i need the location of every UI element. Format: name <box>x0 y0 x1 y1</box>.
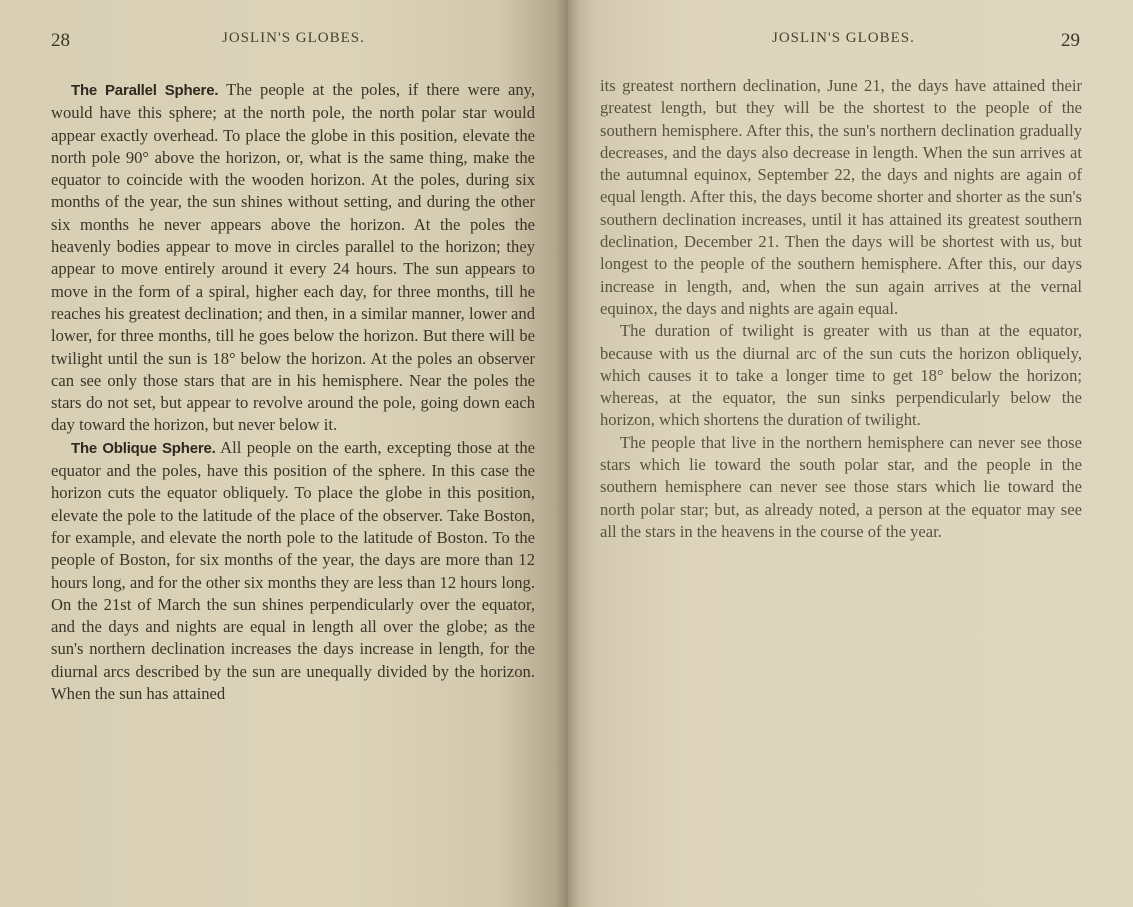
running-head-right: JOSLIN'S GLOBES. <box>772 30 915 46</box>
left-text-block <box>51 79 535 705</box>
page-number-left: 28 <box>51 30 70 51</box>
paragraph-parallel-sphere <box>51 79 535 437</box>
running-head-left: JOSLIN'S GLOBES. <box>222 30 365 46</box>
paragraph-stars: The people that live in the northern hemisphere can never see those stars which lie toward the south polar star, and the people in the southern hemisphere can never see those stars which lie toward the north polar star; but, as already noted, a person at the equator may see all the stars in the heavens in the course of the year. <box>600 432 1082 541</box>
right-page <box>568 0 1133 907</box>
paragraph-twilight: The duration of twilight is greater with us than at the equator, because with us the diurnal arc of the sun cuts the horizon obliquely, which causes it to take a longer time to get 18° below the horizon; whereas, at the equator, the sun sinks perpendicularly below the horizon, which shortens the duration of twilight. <box>600 321 1082 430</box>
right-text-block <box>600 75 1082 543</box>
section-heading-oblique-sphere: The Oblique Sphere. <box>71 439 216 457</box>
paragraph-continuation: its greatest northern declination, June 21, the days have attained their greatest length, but they will be the shortest to the people of the southern hemisphere. After this, the sun's northern declination gradually decreases, and the days also decrease in length. When the sun arrives at the autumnal equinox, September 22, the days and nights are again of equal length. After this, the days become shorter and shorter as the sun's southern declination increases, until it has attained its greatest southern declination, December 21. Then the days will be shortest with us, but longest to the people of the southern hemisphere. After this, our days increase in length, and, when the sun again arrives at the vernal equinox, the days and nights are again equal. <box>600 76 1082 318</box>
paragraph-body: The people at the poles, if there were any, would have this sphere; at the north pole, the north polar star would appear exactly overhead. To place the globe in this position, elevate the north pole 90° above the horizon, or, what is the same thing, make the equator to coincide with the wooden horizon. At the poles, during six months of the year, the sun shines without setting, and during the other six months he never appears above the horizon. At the poles the heavenly bodies appear to move in circles parallel to the horizon; they appear to move entirely around it every 24 hours. The sun appears to move in the form of a spiral, higher each day, for three months, till he reaches his greatest declination; and then, in a similar manner, lower and lower, for three months, till he goes below the horizon. But there will be twilight until the sun is 18° below the horizon. At the poles an observer can see only those stars that are in his hemisphere. Near the poles the stars do not set, but appear to revolve around the pole, going down each day toward the horizon, but never below it. <box>51 80 535 435</box>
page-number-right: 29 <box>1061 30 1080 51</box>
section-heading-parallel-sphere: The Parallel Sphere. <box>71 82 219 99</box>
paragraph-body: All people on the earth, excepting those at the equator and the poles, have this position of the sphere. In this case the horizon cuts the equator obliquely. To place the globe in this position, elevate the pole to the latitude of the place of the observer. Take Boston, for example, and elevate the north pole to the latitude of Boston. To the people of Boston, for six months of the year, the days are more than 12 hours long, and for the other six months they are less than 12 hours long. On the 21st of March the sun shines perpendicularly over the equator, and the days and nights are equal in length all over the globe; as the sun's northern declination increases the days increase in length, for the diurnal arcs described by the sun are unequally divided by the horizon. When the sun has attained <box>51 437 535 704</box>
paragraph-oblique-sphere <box>51 437 535 706</box>
